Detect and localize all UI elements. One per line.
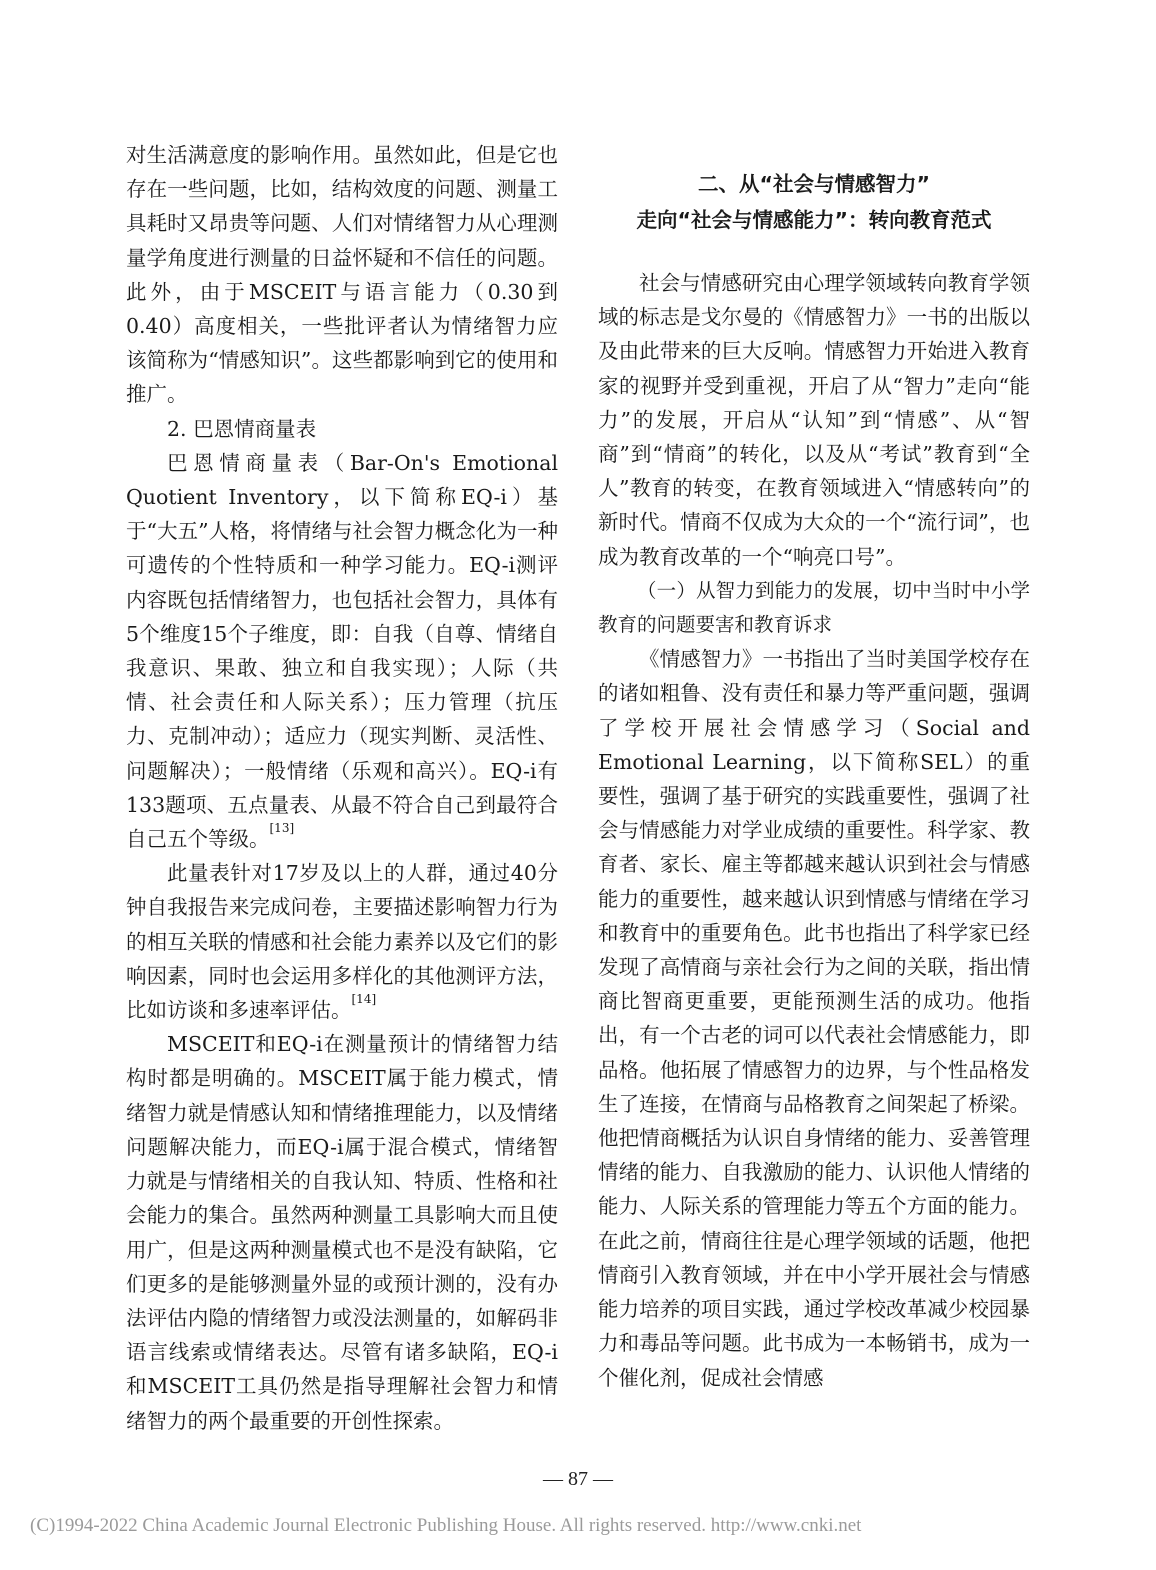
left-column [126, 138, 558, 1438]
paragraph: 《情感智力》一书指出了当时美国学校存在的诸如粗鲁、没有责任和暴力等严重问题，强调了学校开展社会情感学习（Social and Emotional Learning，以下简称SEL）的重要性，强调了基于研究的实践重要性，强调了社会与情感能力对学业成绩的重要性。科学家、教育者、家长、雇主等都越来越认识到社会与情感能力的重要性，越来越认识到情感与情绪在学习和教育中的重要角色。此书也指出了科学家已经发现了高情商与亲社会行为之间的关联，指出情商比智商更重要，更能预测生活的成功。他指出，有一个古老的词可以代表社会情感能力，即品格。他拓展了情感智力的边界，与个性品格发生了连接，在情商与品格教育之间架起了桥梁。他把情商概括为认识自身情绪的能力、妥善管理情绪的能力、自我激励的能力、认识他人情绪的能力、人际关系的管理能力等五个方面的能力。在此之前，情商往往是心理学领域的话题，他把情商引入教育领域，并在中小学开展社会与情感能力培养的项目实践，通过学校改革减少校园暴力和毒品等问题。此书成为一本畅销书，成为一个催化剂，促成社会情感 [598, 647, 1030, 1390]
subsection-title: 2. 巴恩情商量表 [167, 416, 317, 441]
paragraph: MSCEIT和EQ-i在测量预计的情绪智力结构时都是明确的。MSCEIT属于能力模式，情绪智力就是情感认知和情绪推理能力，以及情绪问题解决能力，而EQ-i属于混合模式，情绪智力就是与情绪相关的自我认知、特质、性格和社会能力的集合。虽然两种测量工具影响大而且使用广，但是这两种测量模式也不是没有缺陷，它们更多的是能够测量外显的或预计测的，没有办法评估内隐的情绪智力或没法测量的，如解码非语言线索或情绪表达。尽管有诸多缺陷，EQ-i和MSCEIT工具仍然是指导理解社会智力和情绪智力的两个最重要的开创性探索。 [126, 1032, 558, 1433]
heading-line-1: 二、从“社会与情感智力” [698, 172, 930, 196]
page-number: — 87 — [543, 1468, 613, 1490]
copyright-footer: (C)1994-2022 China Academic Journal Electronic Publishing House. All rights reserved. http://www.cnki.net [30, 1515, 862, 1536]
heading-line-2: 走向“社会与情感能力”：转向教育范式 [636, 208, 992, 232]
paragraph: 社会与情感研究由心理学领域转向教育学领域的标志是戈尔曼的《情感智力》一书的出版以及由此带来的巨大反响。情感智力开始进入教育家的视野并受到重视，开启了从“智力”走向“能力”的发展，开启从“认知”到“情感”、从“智商”到“情商”的转化，以及从“考试”教育到“全人”教育的转变，在教育领域进入“情感转向”的新时代。情商不仅成为大众的一个“流行词”，也成为教育改革的一个“响亮口号”。 [598, 271, 1030, 569]
citation-ref: [13] [269, 821, 295, 836]
paragraph: 对生活满意度的影响作用。虽然如此，但是它也存在一些问题，比如，结构效度的问题、测量工具耗时又昂贵等问题、人们对情绪智力从心理测量学角度进行测量的日益怀疑和不信任的问题。此外，由于MSCEIT与语言能力（0.30到0.40）高度相关，一些批评者认为情绪智力应该简称为“情感知识”。这些都影响到它的使用和推广。 [126, 143, 558, 407]
right-column [598, 166, 1030, 1395]
section-heading [598, 166, 1030, 238]
subsection-heading: （一）从智力到能力的发展，切中当时中小学教育的问题要害和教育诉求 [598, 578, 1030, 637]
paragraph: 巴恩情商量表（Bar-On's Emotional Quotient Inventory，以下简称EQ-i）基于“大五”人格，将情绪与社会智力概念化为一种可遗传的个性特质和一种学习能力。EQ-i测评内容既包括情绪智力，也包括社会智力，具体有5个维度15个子维度，即：自我（自尊、情绪自我意识、果敢、独立和自我实现）；人际（共情、社会责任和人际关系）；压力管理（抗压力、克制冲动）；适应力（现实判断、灵活性、问题解决）；一般情绪（乐观和高兴）。EQ-i有133题项、五点量表、从最不符合自己到最符合自己五个等级。[13] [126, 450, 558, 852]
paragraph: 此量表针对17岁及以上的人群，通过40分钟自我报告来完成问卷，主要描述影响智力行为的相互关联的情感和社会能力素养以及它们的影响因素，同时也会运用多样化的其他测评方法，比如访谈和多速率评估。[14] [126, 861, 558, 1023]
citation-ref: [14] [351, 992, 377, 1007]
